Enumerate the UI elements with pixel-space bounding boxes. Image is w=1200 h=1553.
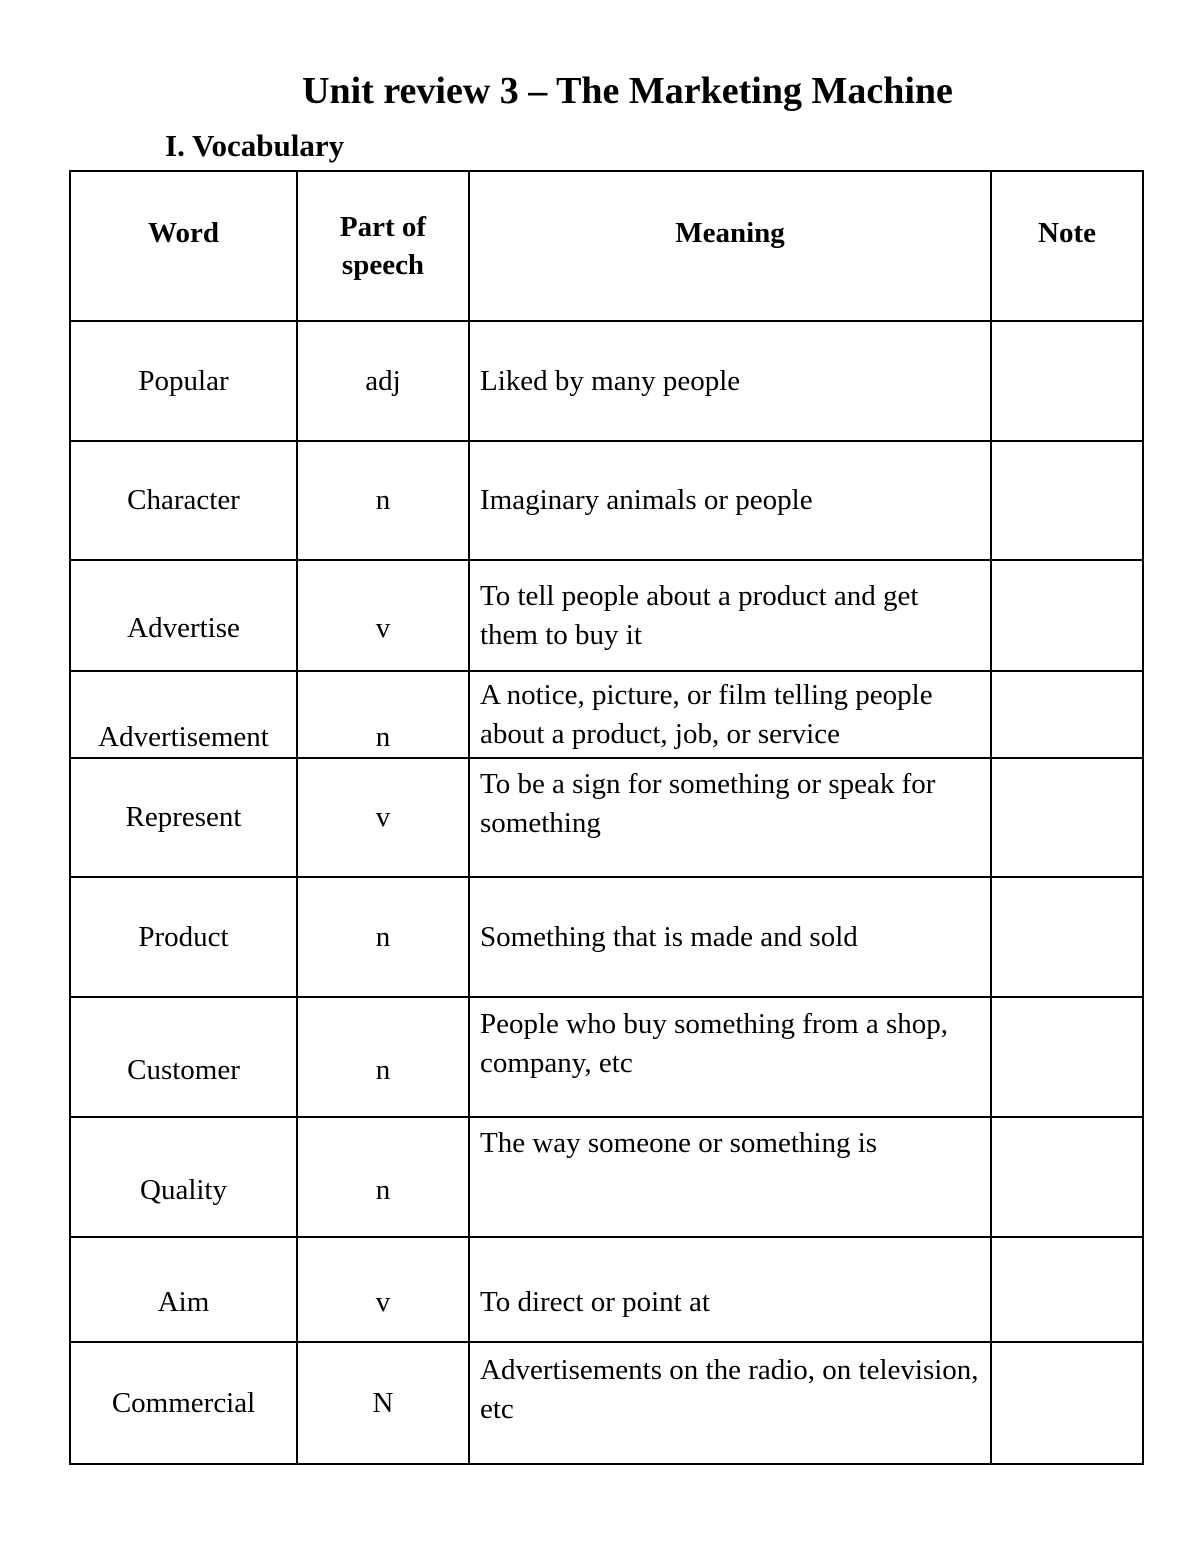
- table-row: [70, 321, 1143, 441]
- word-cell: Customer: [70, 997, 297, 1117]
- part-of-speech-cell: n: [297, 997, 469, 1117]
- table-row: [70, 441, 1143, 560]
- part-of-speech-cell: n: [297, 671, 469, 758]
- table-row: [70, 758, 1143, 877]
- vocabulary-table: [69, 170, 1144, 1465]
- table-row: [70, 877, 1143, 997]
- meaning-cell: Something that is made and sold: [469, 877, 991, 997]
- note-cell: [991, 1237, 1143, 1342]
- meaning-cell: People who buy something from a shop, company, etc: [469, 997, 991, 1117]
- part-of-speech-cell: adj: [297, 321, 469, 441]
- meaning-cell: To be a sign for something or speak for something: [469, 758, 991, 877]
- note-cell: [991, 441, 1143, 560]
- note-cell: [991, 1117, 1143, 1237]
- note-cell: [991, 758, 1143, 877]
- word-cell: Commercial: [70, 1342, 297, 1464]
- note-cell: [991, 877, 1143, 997]
- word-cell: Advertise: [70, 560, 297, 671]
- meaning-cell: Liked by many people: [469, 321, 991, 441]
- table-row: [70, 1237, 1143, 1342]
- meaning-cell: A notice, picture, or film telling people about a product, job, or service: [469, 671, 991, 758]
- note-cell: [991, 671, 1143, 758]
- meaning-cell: Advertisements on the radio, on television, etc: [469, 1342, 991, 1464]
- note-cell: [991, 560, 1143, 671]
- table-row: [70, 997, 1143, 1117]
- header-part-of-speech: Part of speech: [297, 171, 469, 321]
- part-of-speech-cell: n: [297, 441, 469, 560]
- document-title: Unit review 3 – The Marketing Machine: [302, 70, 953, 112]
- word-cell: Product: [70, 877, 297, 997]
- word-cell: Represent: [70, 758, 297, 877]
- meaning-cell: Imaginary animals or people: [469, 441, 991, 560]
- table-header-row: [70, 171, 1143, 321]
- meaning-cell: To direct or point at: [469, 1237, 991, 1342]
- table-row: [70, 560, 1143, 671]
- part-of-speech-cell: N: [297, 1342, 469, 1464]
- part-of-speech-cell: v: [297, 758, 469, 877]
- meaning-cell: The way someone or something is: [469, 1117, 991, 1237]
- part-of-speech-cell: n: [297, 877, 469, 997]
- note-cell: [991, 321, 1143, 441]
- header-word: Word: [70, 171, 297, 321]
- word-cell: Character: [70, 441, 297, 560]
- note-cell: [991, 1342, 1143, 1464]
- word-cell: Advertisement: [70, 671, 297, 758]
- table-row: [70, 1117, 1143, 1237]
- word-cell: Quality: [70, 1117, 297, 1237]
- part-of-speech-cell: v: [297, 1237, 469, 1342]
- table-row: [70, 1342, 1143, 1464]
- part-of-speech-cell: v: [297, 560, 469, 671]
- section-heading: I. Vocabulary: [165, 128, 345, 163]
- part-of-speech-cell: n: [297, 1117, 469, 1237]
- word-cell: Aim: [70, 1237, 297, 1342]
- note-cell: [991, 997, 1143, 1117]
- meaning-cell: To tell people about a product and get them to buy it: [469, 560, 991, 671]
- word-cell: Popular: [70, 321, 297, 441]
- header-meaning: Meaning: [469, 171, 991, 321]
- table-row: [70, 671, 1143, 758]
- header-note: Note: [991, 171, 1143, 321]
